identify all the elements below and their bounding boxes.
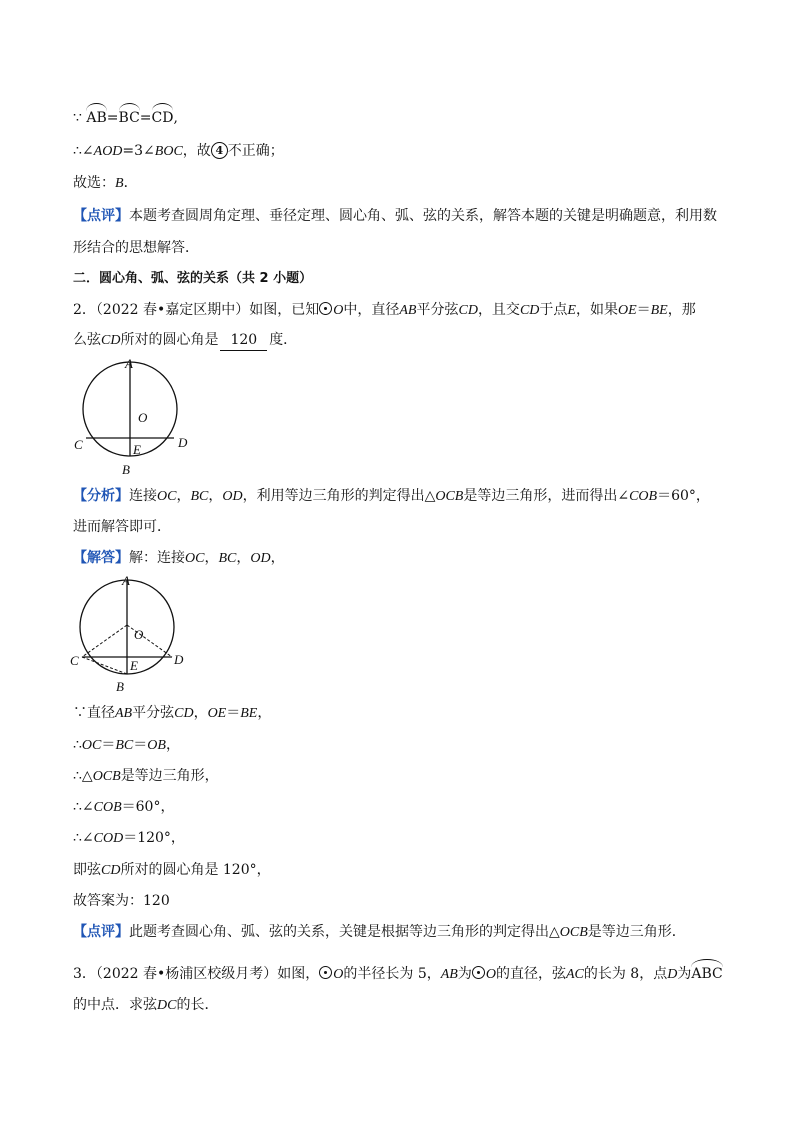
- var-bc: BC: [115, 738, 134, 753]
- solution-tag: 【解答】: [73, 550, 129, 566]
- text: 中，直径: [343, 302, 400, 318]
- circle-figure-2: [66, 573, 196, 695]
- var-o: O: [485, 967, 496, 982]
- circle-dot-icon: [319, 302, 332, 315]
- answer-blank: 120: [220, 330, 267, 351]
- text: 是等边三角形，: [120, 768, 219, 784]
- var-cob: COB: [93, 800, 122, 815]
- var-be: BE: [240, 706, 258, 721]
- text: 不正确；: [227, 143, 284, 159]
- var-ab: AB: [115, 706, 133, 721]
- text: ∵直径: [73, 705, 115, 721]
- label-e: E: [133, 442, 141, 457]
- text: ＝: [101, 737, 116, 753]
- var-ocb: OCB: [92, 769, 121, 784]
- text: 是等边三角形．: [587, 924, 686, 940]
- label-b: B: [122, 462, 130, 477]
- line-aod: [73, 141, 284, 162]
- comment-tag: 【点评】: [73, 924, 129, 940]
- text: 即弦: [73, 862, 101, 878]
- var-bc: BC: [218, 551, 237, 566]
- label-b: B: [116, 679, 124, 694]
- text: 2．（2022 春•嘉定区期中）如图，已知: [73, 302, 320, 318]
- text: ．: [123, 175, 138, 191]
- text: ，且交: [477, 302, 520, 318]
- comment-2: [73, 922, 686, 943]
- therefore-angle: ∴∠: [73, 143, 94, 159]
- step-4: [73, 797, 174, 818]
- var-cod: COD: [93, 831, 124, 846]
- var-oc: OC: [81, 738, 102, 753]
- comment-text: 本题考查圆周角定理、垂径定理、圆心角、弧、弦的关系，解答本题的关键是明确题意，利用数: [129, 208, 717, 224]
- label-o: O: [138, 410, 148, 425]
- line-choice: [73, 173, 138, 194]
- text: 的直径，弦: [495, 966, 566, 982]
- step-6: [73, 860, 271, 881]
- arc-bc: BC: [119, 106, 140, 128]
- analysis-tag: 【分析】: [73, 488, 129, 504]
- label-d: D: [174, 652, 184, 667]
- var-cd: CD: [101, 863, 121, 878]
- text: ＝: [133, 737, 148, 753]
- eq: =: [139, 110, 152, 126]
- var-ac: AC: [565, 967, 584, 982]
- text: 所对的圆心角是: [120, 332, 219, 348]
- question-2-line-2: [73, 330, 297, 351]
- var-ab: AB: [440, 967, 458, 982]
- arc-ab: AB: [86, 106, 106, 128]
- var-ocb: OCB: [559, 925, 588, 940]
- text: ＝: [636, 302, 651, 318]
- var-ab: AB: [399, 303, 417, 318]
- arc-cd: CD: [152, 106, 174, 128]
- question-3-line-2: [73, 995, 218, 1016]
- var-oe: OE: [617, 303, 637, 318]
- var-od: OD: [222, 489, 243, 504]
- text: ，利用等边三角形的判定得出△: [242, 488, 436, 504]
- text: 的长为 8，点: [583, 966, 668, 982]
- eq: =: [106, 110, 119, 126]
- text: ，故: [182, 143, 211, 159]
- segment-oc: [82, 625, 127, 657]
- comment-line-1: [73, 206, 717, 226]
- text: ，: [208, 488, 223, 504]
- solution-line-1: [73, 548, 285, 569]
- text: ＝: [226, 705, 241, 721]
- var-ocb: OCB: [435, 489, 464, 504]
- text: ＝60°，: [657, 488, 710, 504]
- text: =3∠: [122, 143, 155, 159]
- text: ，: [236, 550, 251, 566]
- var-o: O: [333, 303, 344, 318]
- step-1: [73, 703, 271, 724]
- text: ，: [270, 550, 285, 566]
- var-dc: DC: [157, 998, 177, 1013]
- var-od: OD: [250, 551, 271, 566]
- text: 所对的圆心角是 120°，: [120, 862, 271, 878]
- text: 平分弦: [416, 302, 459, 318]
- text: ，: [204, 550, 219, 566]
- step-3: [73, 766, 219, 787]
- text: 解：连接: [129, 550, 185, 566]
- text: 为: [457, 966, 472, 982]
- text: 的半径长为 5，: [343, 966, 441, 982]
- text: ，如果: [575, 302, 618, 318]
- var-oc: OC: [157, 489, 177, 504]
- segment-bc: [82, 657, 127, 674]
- var-cd: CD: [519, 303, 540, 318]
- text: ，: [193, 705, 208, 721]
- var-oc: OC: [185, 551, 205, 566]
- var-bc: BC: [190, 489, 209, 504]
- var-boc: BOC: [154, 144, 183, 159]
- var-d: D: [667, 967, 678, 982]
- circle-dot-icon: [472, 966, 485, 979]
- circle-dot-icon: [319, 966, 332, 979]
- label-a: A: [125, 356, 133, 371]
- text: ＝120°，: [123, 830, 185, 846]
- step-7: 故答案为：120: [73, 893, 170, 909]
- text: 于点: [539, 302, 568, 318]
- text: ，那: [667, 302, 696, 318]
- text: ∴△: [73, 768, 93, 784]
- label-o: O: [134, 627, 144, 642]
- var-cd: CD: [174, 706, 194, 721]
- text: 连接: [129, 488, 157, 504]
- var-cob: COB: [629, 489, 658, 504]
- var-aod: AOD: [93, 144, 123, 159]
- comment-tag: 【点评】: [73, 208, 129, 224]
- text: 的中点．求弦: [73, 997, 157, 1013]
- label-a: A: [122, 573, 130, 588]
- text: 故选：: [73, 175, 115, 191]
- var-be: BE: [650, 303, 668, 318]
- text: ，: [165, 737, 180, 753]
- var-cd: CD: [458, 303, 478, 318]
- text: ，: [176, 488, 191, 504]
- circled-number: 4: [211, 142, 228, 159]
- label-e: E: [130, 658, 138, 673]
- label-c: C: [70, 653, 79, 668]
- var-o: O: [333, 967, 344, 982]
- section-title: 二．圆心角、弧、弦的关系（共 2 小题）: [73, 271, 313, 286]
- text: 么弦: [73, 332, 101, 348]
- circle-figure-1: [72, 356, 202, 478]
- var-cd: CD: [101, 333, 121, 348]
- var-ob: OB: [147, 738, 166, 753]
- label-c: C: [74, 437, 83, 452]
- analysis-line-2: 进而解答即可．: [73, 519, 171, 535]
- text: 度．: [269, 332, 298, 348]
- comment-line-2: [73, 238, 199, 258]
- comment-text: 形结合的思想解答．: [73, 240, 199, 256]
- analysis-line-1: [73, 486, 710, 507]
- question-2-line-1: [73, 300, 696, 321]
- step-5: [73, 828, 185, 849]
- text: 的长．: [176, 997, 219, 1013]
- text: 平分弦: [132, 705, 175, 721]
- var-oe: OE: [207, 706, 227, 721]
- arc-abc: ABC: [691, 962, 722, 984]
- line-arc-equal: [73, 106, 178, 128]
- text: ∴: [73, 737, 82, 753]
- text: 是等边三角形，进而得出∠: [463, 488, 630, 504]
- label-d: D: [178, 435, 188, 450]
- question-3-line-1: [73, 962, 723, 985]
- because-symbol: ∵: [73, 110, 82, 126]
- text: ＝60°，: [121, 799, 175, 815]
- text: ，: [257, 705, 272, 721]
- text: 此题考查圆心角、弧、弦的关系，关键是根据等边三角形的判定得出△: [129, 924, 560, 940]
- text: ∴∠: [73, 830, 94, 846]
- punct: ,: [173, 110, 178, 126]
- var-e: E: [567, 303, 576, 318]
- text: ∴∠: [73, 799, 94, 815]
- text: 3．（2022 春•杨浦区校级月考）如图，: [73, 966, 320, 982]
- step-2: [73, 735, 180, 756]
- var-b: B: [115, 176, 124, 191]
- text: 为: [677, 966, 692, 982]
